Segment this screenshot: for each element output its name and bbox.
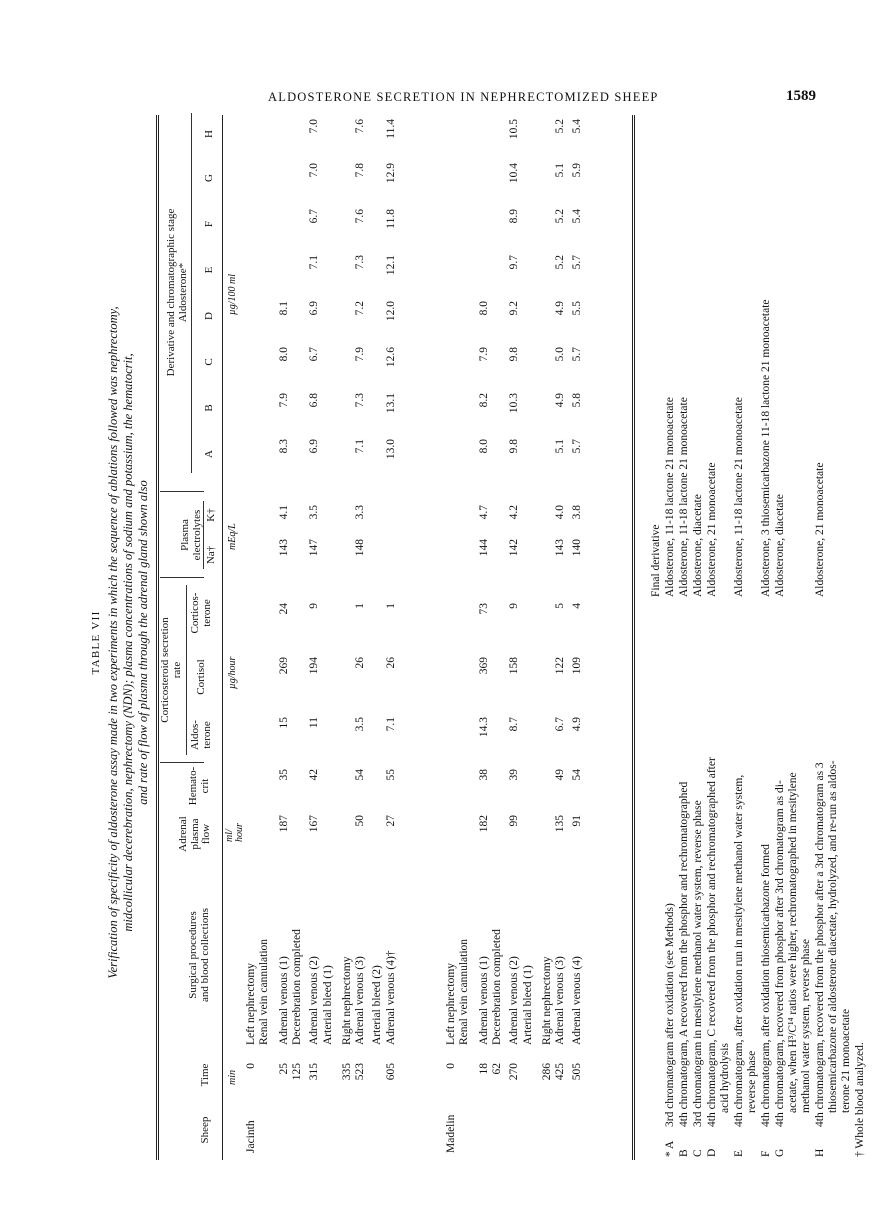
footnote-key: B	[678, 1149, 690, 1157]
cell-hct: 55	[384, 769, 397, 781]
footnote-derivative: Aldosterone, 21 monoacetate	[814, 462, 826, 597]
cell-time: 18	[477, 1063, 490, 1075]
cell-b: 8.2	[477, 393, 490, 408]
table-caption-line-1: Verification of specificity of aldosterone assay made in two experiments in which the sequence of ablations followed was nephrectomy,	[106, 306, 120, 979]
cell-aldo: 11	[308, 717, 321, 729]
cell-cortico: 73	[477, 603, 490, 615]
footnote-text: 4th chromatogram, after oxidation thiosemicarbazone formed	[760, 844, 772, 1127]
cell-cortisol: 109	[571, 657, 584, 675]
cell-cortisol: 194	[308, 657, 321, 675]
cell-aldo: 8.7	[508, 717, 521, 732]
cell-hct: 49	[554, 769, 567, 781]
cell-flow: 182	[477, 815, 490, 833]
vrule-2	[160, 577, 204, 578]
cell-cortico: 24	[277, 603, 290, 615]
cell-flow: 167	[308, 815, 321, 833]
cell-k: 4.7	[477, 505, 490, 520]
cell-procedure: Adrenal venous (2)	[508, 956, 521, 1045]
cell-cortico: 9	[308, 603, 321, 609]
cell-cortico: 9	[508, 603, 521, 609]
cell-b: 10.3	[508, 393, 521, 414]
cell-procedure: Adrenal venous (2)	[308, 956, 321, 1045]
header-stage-a: A	[203, 450, 215, 458]
cell-c: 7.9	[354, 347, 367, 362]
cell-flow: 91	[571, 815, 584, 827]
footnote-derivative: Aldosterone, 11-18 lactone 21 monoacetate	[733, 397, 745, 597]
footnote-text: thiosemicarbazone of aldosterone diacetate, hydrolyzed, and re-run as aldos-	[827, 760, 839, 1113]
cell-procedure: Renal vein cannulation	[458, 938, 471, 1045]
cell-na: 143	[277, 539, 290, 557]
header-stage-e: E	[203, 266, 215, 274]
footnote-key: G	[774, 1148, 786, 1157]
footnote-text: methanol water system, reverse phase	[800, 938, 812, 1113]
cell-cortico: 4	[571, 603, 584, 609]
cell-flow: 99	[508, 815, 521, 827]
cell-c: 7.9	[477, 347, 490, 362]
cell-e: 7.3	[354, 255, 367, 270]
table-bottom-rule	[632, 115, 635, 1160]
table-label: TABLE VII	[90, 610, 102, 675]
cell-f: 5.4	[571, 209, 584, 224]
cell-a: 13.0	[384, 439, 397, 460]
header-stage-b: B	[203, 404, 215, 412]
footnote-text: reverse phase	[746, 1050, 758, 1113]
cell-f: 6.7	[308, 209, 321, 224]
corticosteroid-group-rule	[186, 585, 187, 755]
cell-time: 270	[508, 1063, 521, 1081]
table-caption-line-3: and rate of flow of plasma through the adrenal gland shown also	[136, 480, 150, 805]
page-number: 1589	[786, 88, 816, 104]
header-corticosterone: Corticos- terone	[189, 592, 213, 634]
cell-aldo: 3.5	[354, 717, 367, 732]
cell-aldo: 6.7	[554, 717, 567, 732]
cell-time: 125	[290, 1063, 303, 1081]
header-procedures: Surgical procedures and blood collections	[187, 907, 211, 1003]
header-na: Na†	[205, 545, 217, 565]
cell-cortisol: 26	[384, 657, 397, 669]
header-plasma-electrolytes: Plasma electrolytes	[179, 509, 203, 561]
cell-e: 5.7	[571, 255, 584, 270]
footnote-text: 4th chromatogram, C recovered from the phosphor and rechromatographed after	[706, 757, 718, 1127]
cell-g: 7.8	[354, 163, 367, 178]
cell-time: 523	[354, 1063, 367, 1081]
cell-cortisol: 369	[477, 657, 490, 675]
header-stage-c: C	[203, 358, 215, 366]
cell-h: 7.6	[354, 119, 367, 134]
cell-g: 5.1	[554, 163, 567, 178]
cell-procedure: Adrenal venous (4)	[571, 956, 584, 1045]
cell-a: 5.1	[554, 439, 567, 454]
cell-k: 3.8	[571, 505, 584, 520]
footnote-text: 4th chromatogram, recovered from phosphor after 3rd chromatogram as di-	[774, 780, 786, 1127]
cell-h: 7.0	[308, 119, 321, 134]
cell-d: 5.5	[571, 301, 584, 316]
cell-time: 0	[245, 1063, 257, 1069]
footnote-key: H	[814, 1148, 826, 1157]
cell-hct: 42	[308, 769, 321, 781]
unit-electrolytes: mEq/L	[227, 523, 238, 550]
header-aldosterone: Aldos- terone	[189, 720, 213, 750]
cell-hct: 54	[571, 769, 584, 781]
footnote-text: acid hydrolysis	[719, 1043, 731, 1113]
cell-c: 9.8	[508, 347, 521, 362]
cell-procedure: Adrenal venous (3)	[554, 956, 567, 1045]
cell-a: 7.1	[354, 439, 367, 454]
cell-aldo: 4.9	[571, 717, 584, 732]
footnote-text: acetate, when H³/C¹⁴ ratios were higher, rechromatographed in mesitylene	[787, 772, 799, 1113]
cell-procedure: Left nephrectomy	[245, 962, 257, 1045]
cell-cortisol: 122	[554, 657, 567, 675]
cell-c: 8.0	[277, 347, 290, 362]
header-cortisol: Cortisol	[195, 659, 207, 695]
cell-d: 9.2	[508, 301, 521, 316]
footnote-dagger: † Whole blood analyzed.	[854, 1042, 866, 1157]
cell-na: 148	[354, 539, 367, 557]
unit-flow: ml/ hour	[224, 823, 245, 842]
footnote-text: 3rd chromatogram after oxidation (see Methods)	[664, 903, 676, 1127]
header-hematocrit: Hemato- crit	[187, 766, 211, 806]
sheep-name: Jacinth	[245, 1120, 257, 1153]
cell-procedure: Decerebration completed	[490, 929, 503, 1045]
header-stage-d: D	[203, 312, 215, 320]
footnote-derivative: Aldosterone, 21 monoacetate	[706, 462, 718, 597]
cell-e: 12.1	[384, 255, 397, 276]
cell-d: 8.1	[277, 301, 290, 316]
rotated-table-page	[90, 110, 866, 1175]
cell-time: 0	[445, 1063, 457, 1069]
cell-d: 12.0	[384, 301, 397, 322]
unit-aldosterone: µg/100 ml	[227, 273, 238, 315]
cell-hct: 35	[277, 769, 290, 781]
derivative-group-rule	[191, 113, 192, 473]
header-sheep: Sheep	[199, 1116, 211, 1144]
cell-k: 4.0	[554, 505, 567, 520]
footnote-key: F	[760, 1150, 772, 1157]
footnote-derivative: Aldosterone, 11-18 lactone 21 monoacetate	[678, 397, 690, 597]
cell-cortico: 1	[354, 603, 367, 609]
cell-b: 4.9	[554, 393, 567, 408]
cell-flow: 27	[384, 815, 397, 827]
cell-a: 8.0	[477, 439, 490, 454]
cell-flow: 135	[554, 815, 567, 833]
cell-na: 140	[571, 539, 584, 557]
cell-a: 6.9	[308, 439, 321, 454]
cell-d: 6.9	[308, 301, 321, 316]
vrule-1	[160, 762, 204, 763]
cell-b: 7.3	[354, 393, 367, 408]
cell-time: 605	[384, 1063, 397, 1081]
cell-time: 25	[277, 1063, 290, 1075]
footnote-text: 4th chromatogram, after oxidation run in mesitylene methanol water system,	[733, 774, 745, 1127]
cell-procedure: Arterial bleed (1)	[521, 965, 534, 1045]
header-derivative-stage: Derivative and chromatographic stage Aldosterone*	[165, 208, 189, 377]
footnote-derivative: Aldosterone, 3 thiosemicarbazone 11-18 lactone 21 monoacetate	[760, 299, 772, 597]
cell-time: 335	[340, 1063, 353, 1081]
cell-cortisol: 26	[354, 657, 367, 669]
cell-procedure: Adrenal venous (1)	[277, 956, 290, 1045]
cell-procedure: Renal vein cannulation	[258, 938, 271, 1045]
cell-h: 5.2	[554, 119, 567, 134]
footnote-text: 3rd chromatogram in mesitylene methanol water system, reverse phase	[692, 800, 704, 1127]
cell-k: 3.3	[354, 505, 367, 520]
cell-cortisol: 158	[508, 657, 521, 675]
footnote-derivative: Aldosterone, 11-18 lactone 21 monoacetate	[664, 397, 676, 597]
vrule-3	[160, 491, 204, 492]
cell-g: 12.9	[384, 163, 397, 184]
footnote-key: C	[692, 1149, 704, 1157]
cell-c: 5.0	[554, 347, 567, 362]
cell-time: 425	[554, 1063, 567, 1081]
table-caption-line-2: midcollicular decerebration, nephrectomy (NDN); plasma concentrations of sodium and potassium, the hematocrit,	[121, 353, 135, 932]
running-header: ALDOSTERONE SECRETION IN NEPHRECTOMIZED SHEEP	[268, 90, 659, 104]
cell-cortico: 5	[554, 603, 567, 609]
cell-b: 5.8	[571, 393, 584, 408]
cell-a: 9.8	[508, 439, 521, 454]
cell-procedure: Right nephrectomy	[540, 956, 553, 1045]
cell-hct: 38	[477, 769, 490, 781]
cell-f: 7.6	[354, 209, 367, 224]
cell-procedure: Arterial bleed (1)	[321, 965, 334, 1045]
cell-e: 7.1	[308, 255, 321, 270]
cell-k: 4.1	[277, 505, 290, 520]
cell-hct: 54	[354, 769, 367, 781]
cell-cortico: 1	[384, 603, 397, 609]
cell-procedure: Decerebration completed	[290, 929, 303, 1045]
cell-aldo: 7.1	[384, 717, 397, 732]
cell-time: 286	[540, 1063, 553, 1081]
header-time: Time	[199, 1063, 211, 1087]
cell-b: 13.1	[384, 393, 397, 414]
footnote-derivative: Aldosterone, diacetate	[774, 494, 786, 597]
cell-f: 5.2	[554, 209, 567, 224]
cell-na: 143	[554, 539, 567, 557]
cell-g: 7.0	[308, 163, 321, 178]
cell-aldo: 14.3	[477, 717, 490, 738]
cell-f: 8.9	[508, 209, 521, 224]
header-stage-h: H	[203, 130, 215, 138]
cell-flow: 50	[354, 815, 367, 827]
cell-time: 505	[571, 1063, 584, 1081]
cell-b: 7.9	[277, 393, 290, 408]
cell-d: 4.9	[554, 301, 567, 316]
cell-time: 315	[308, 1063, 321, 1081]
cell-na: 144	[477, 539, 490, 557]
cell-c: 6.7	[308, 347, 321, 362]
cell-flow: 187	[277, 815, 290, 833]
electrolytes-group-rule	[203, 501, 204, 569]
cell-procedure: Adrenal venous (1)	[477, 956, 490, 1045]
cell-a: 8.3	[277, 439, 290, 454]
cell-e: 5.2	[554, 255, 567, 270]
cell-g: 10.4	[508, 163, 521, 184]
footnote-text: 4th chromatogram, recovered from the phosphor after a 3rd chromatogram as 3	[814, 762, 826, 1127]
cell-hct: 39	[508, 769, 521, 781]
header-bottom-rule	[222, 115, 223, 1160]
cell-f: 11.8	[384, 209, 397, 229]
cell-procedure: Adrenal venous (4)†	[384, 950, 397, 1045]
cell-d: 8.0	[477, 301, 490, 316]
cell-g: 5.9	[571, 163, 584, 178]
footnote-derivative-header: Final derivative	[650, 524, 662, 597]
header-stage-f: F	[203, 220, 215, 228]
cell-aldo: 15	[277, 717, 290, 729]
cell-k: 4.2	[508, 505, 521, 520]
cell-b: 6.8	[308, 393, 321, 408]
cell-procedure: Left nephrectomy	[445, 962, 457, 1045]
cell-procedure: Arterial bleed (2)	[371, 965, 384, 1045]
cell-e: 9.7	[508, 255, 521, 270]
cell-h: 11.4	[384, 119, 397, 139]
cell-d: 7.2	[354, 301, 367, 316]
sheep-name: Madelin	[445, 1114, 457, 1153]
header-corticosteroid-group: Corticosteroid secretion rate	[159, 617, 183, 723]
footnote-key: E	[733, 1149, 745, 1157]
cell-h: 5.4	[571, 119, 584, 134]
unit-secretion: µg/hour	[227, 656, 238, 689]
header-stage-g: G	[203, 174, 215, 182]
footnote-key: * A	[664, 1140, 676, 1157]
cell-time: 62	[490, 1063, 503, 1075]
cell-c: 5.7	[571, 347, 584, 362]
cell-h: 10.5	[508, 119, 521, 140]
cell-a: 5.7	[571, 439, 584, 454]
cell-k: 3.5	[308, 505, 321, 520]
cell-procedure: Right nephrectomy	[340, 956, 353, 1045]
cell-na: 147	[308, 539, 321, 557]
cell-c: 12.6	[384, 347, 397, 368]
footnote-text: terone 21 monoacetate	[840, 1008, 852, 1113]
header-k: K†	[205, 508, 217, 522]
header-adrenal-flow: Adrenal plasma flow	[177, 816, 213, 852]
unit-time: min	[227, 1070, 238, 1085]
footnote-derivative: Aldosterone, diacetate	[692, 494, 704, 597]
cell-procedure: Adrenal venous (3)	[354, 956, 367, 1045]
footnote-text: 4th chromatogram, A recovered from the phosphor and rechromatographed	[678, 781, 690, 1127]
footnote-key: D	[706, 1148, 718, 1157]
cell-cortisol: 269	[277, 657, 290, 675]
cell-na: 142	[508, 539, 521, 557]
